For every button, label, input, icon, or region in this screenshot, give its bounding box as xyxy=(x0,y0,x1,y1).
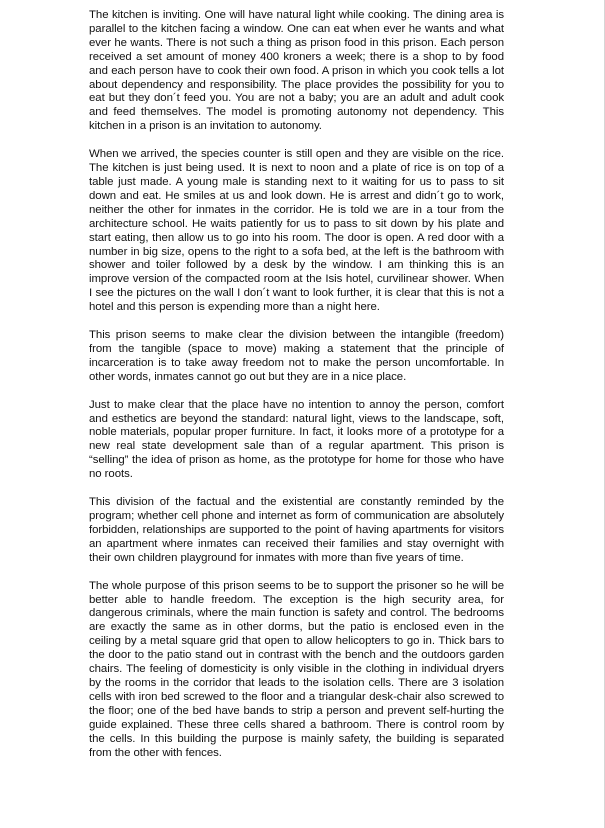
paragraph-arrival: When we arrived, the species counter is still open and they are visible on the rice. The kitchen is just being used. It is next to noon and a plate of rice is on top of a table just made. A young male is standing next to it waiting for us to pass to sit down and eat. He smiles at us and look down. He is arrest and didn´t go to work, neither the other for inmates in the corridor. He is told we are in a tour from the architecture school. He waits patiently for us to pass to sit down by his plate and start eating, then allow us to go into his room. The door is open. A red door with a number in big size, opens to the right to a sofa bed, at the left is the bathroom with shower and toiler followed by a desk by the window. I am thinking this is an improve version of the compacted room at the Isis hotel, curvilinear shower. When I see the pictures on the wall I don´t want to look further, it is clear that this is not a hotel and this person is expending more than a night here. xyxy=(89,148,504,314)
document-body xyxy=(89,9,504,774)
paragraph-factual-existential: This division of the factual and the existential are constantly reminded by the program; whether cell phone and internet as form of communication are absolutely forbidden, relationships are supported to the point of having apartments for visitors an apartment where inmates can received their families and stay overnight with their own children playground for inmates with more than five years of time. xyxy=(89,496,504,564)
paragraph-comfort-esthetics: Just to make clear that the place have no intention to annoy the person, comfort and esthetics are beyond the standard: natural light, views to the landscape, soft, noble materials, popular proper furniture. In fact, it looks more of a prototype for a new real state development sale than of a regular apartment. This prison is “selling” the idea of prison as home, as the prototype for home for those who have no roots. xyxy=(89,398,504,481)
paragraph-high-security: The whole purpose of this prison seems to be to support the prisoner so he will be better able to handle freedom. The exception is the high security area, for dangerous criminals, where the main function is safety and control. The bedrooms are exactly the same as in other dorms, but the patio is enclosed even in the ceiling by a metal square grid that open to allow helicopters to go in. Thick bars to the door to the patio stand out in contrast with the bench and the outdoors garden chairs. The feeling of domesticity is only visible in the clothing in individual dryers by the rooms in the corridor that leads to the isolation cells. There are 3 isolation cells with iron bed screwed to the floor and a triangular desk-chair also screwed to the floor; one of the bed have bands to strip a person and prevent self-hurting the guide explained. These three cells shared a bathroom. There is control room by the cells. In this building the purpose is mainly safety, the building is separated from the other with fences. xyxy=(89,579,504,759)
paragraph-freedom-division: This prison seems to make clear the division between the intangible (freedom) from the tangible (space to move) making a statement that the principle of incarceration is to take away freedom not to make the person uncomfortable. In other words, inmates cannot go out but they are in a nice place. xyxy=(89,329,504,383)
paragraph-kitchen: The kitchen is inviting. One will have natural light while cooking. The dining area is parallel to the kitchen facing a window. One can eat when ever he wants and what ever he wants. There is not such a thing as prison food in this prison. Each person received a set amount of money 400 kroners a week; there is a shop to by food and each person have to cook their own food. A prison in which you cook tells a lot about dependency and responsibility. The place provides the possibility for you to eat but they don´t feed you. You are not a baby; you are an adult and adult cook and feed themselves. The model is promoting autonomy not dependency. This kitchen in a prison is an invitation to autonomy. xyxy=(89,9,504,133)
